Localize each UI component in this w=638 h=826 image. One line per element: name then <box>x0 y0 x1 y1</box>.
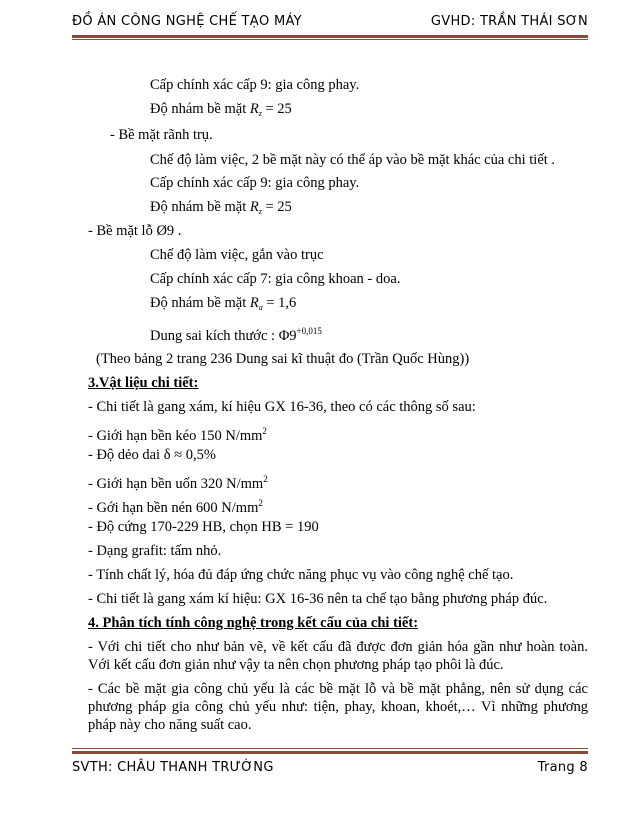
text-line: Dung sai kích thước : $\Phi 9^{+0,015}$ <box>150 326 322 344</box>
text-line: Cấp chính xác cấp 9: gia công phay. <box>150 175 360 191</box>
section-heading: 3.Vật liệu chi tiết: <box>88 375 199 391</box>
text-line: - Giới hạn bền uốn 320 $N/mm^2$ <box>88 474 268 492</box>
header-left-text: ĐỒ ÁN CÔNG NGHỆ CHẾ TẠO MÁY <box>72 14 302 29</box>
paragraph: - Với chi tiết cho như bản vẽ, về kết cấu đã được đơn giản hóa gần như hoàn toàn. Với kết cấu đơn giản như vậy ta nên chọn phương pháp tạo phôi là đúc. <box>88 639 588 673</box>
text-line: - Độ dẻo dai δ ≈ 0,5% <box>88 447 216 463</box>
text-line: Độ nhám bề mặt $R_z = 25$ <box>150 101 292 118</box>
text-line: Cấp chính xác cấp 7: gia công khoan - doa. <box>150 271 401 287</box>
text-line: Độ nhám bề mặt $R_z = 25$ <box>150 199 292 216</box>
header-rule-thick <box>72 35 588 38</box>
text-line: - Tính chất lý, hóa đủ đáp ứng chức năng phục vụ vào công nghệ chế tạo. <box>88 567 514 583</box>
header-right-text: GVHD: TRẦN THÁI SƠN <box>430 14 588 29</box>
text-line: - Độ cứng 170-229 HB, chọn HB = 190 <box>88 519 319 535</box>
text-line: - Giới hạn bền kéo 150 $N/mm^2$ <box>88 426 267 444</box>
page-footer <box>72 758 588 780</box>
text-line: - Chi tiết là gang xám, kí hiệu GX 16-36, theo có các thông số sau: <box>88 399 476 415</box>
page-number: Trang 8 <box>537 760 588 775</box>
text-line: - Dạng grafit: tấm nhỏ. <box>88 543 222 559</box>
paragraph: - Các bề mặt gia công chủ yếu là các bề mặt lỗ và bề mặt phẳng, nên sử dụng các phương pháp gia công chủ yếu như: tiện, phay, khoan, khoét,… Vì những phương pháp này cho năng suất cao. <box>88 681 588 733</box>
text-line: Cấp chính xác cấp 9: gia công phay. <box>150 77 360 93</box>
footer-rule-thick <box>72 751 588 754</box>
footer-rule-thin <box>72 748 588 749</box>
footer-left-text: SVTH: CHÂU THANH TRƯỜNG <box>72 760 274 775</box>
text-line: Độ nhám bề mặt $R_a = 1,6$ <box>150 295 297 312</box>
text-line: (Theo bảng 2 trang 236 Dung sai kĩ thuật đo (Trần Quốc Hùng)) <box>96 351 470 367</box>
text-line: Chế độ làm việc, gắn vào trục <box>150 247 324 263</box>
text-line: Chế độ làm việc, 2 bề mặt này có thể áp vào bề mặt khác của chi tiết . <box>150 152 556 168</box>
text-line: - Bề mặt lỗ Ø9 . <box>88 223 182 239</box>
page-header <box>72 10 588 36</box>
text-line: - Bề mặt rãnh trụ. <box>110 127 213 143</box>
text-line: - Gới hạn bền nén 600 $N/mm^2$ <box>88 498 263 516</box>
section-heading: 4. Phân tích tính công nghệ trong kết cấu của chi tiết: <box>88 615 419 631</box>
text-line: - Chi tiết là gang xám kí hiệu: GX 16-36 nên ta chế tạo bằng phương pháp đúc. <box>88 591 548 607</box>
header-rule-thin <box>72 39 588 40</box>
